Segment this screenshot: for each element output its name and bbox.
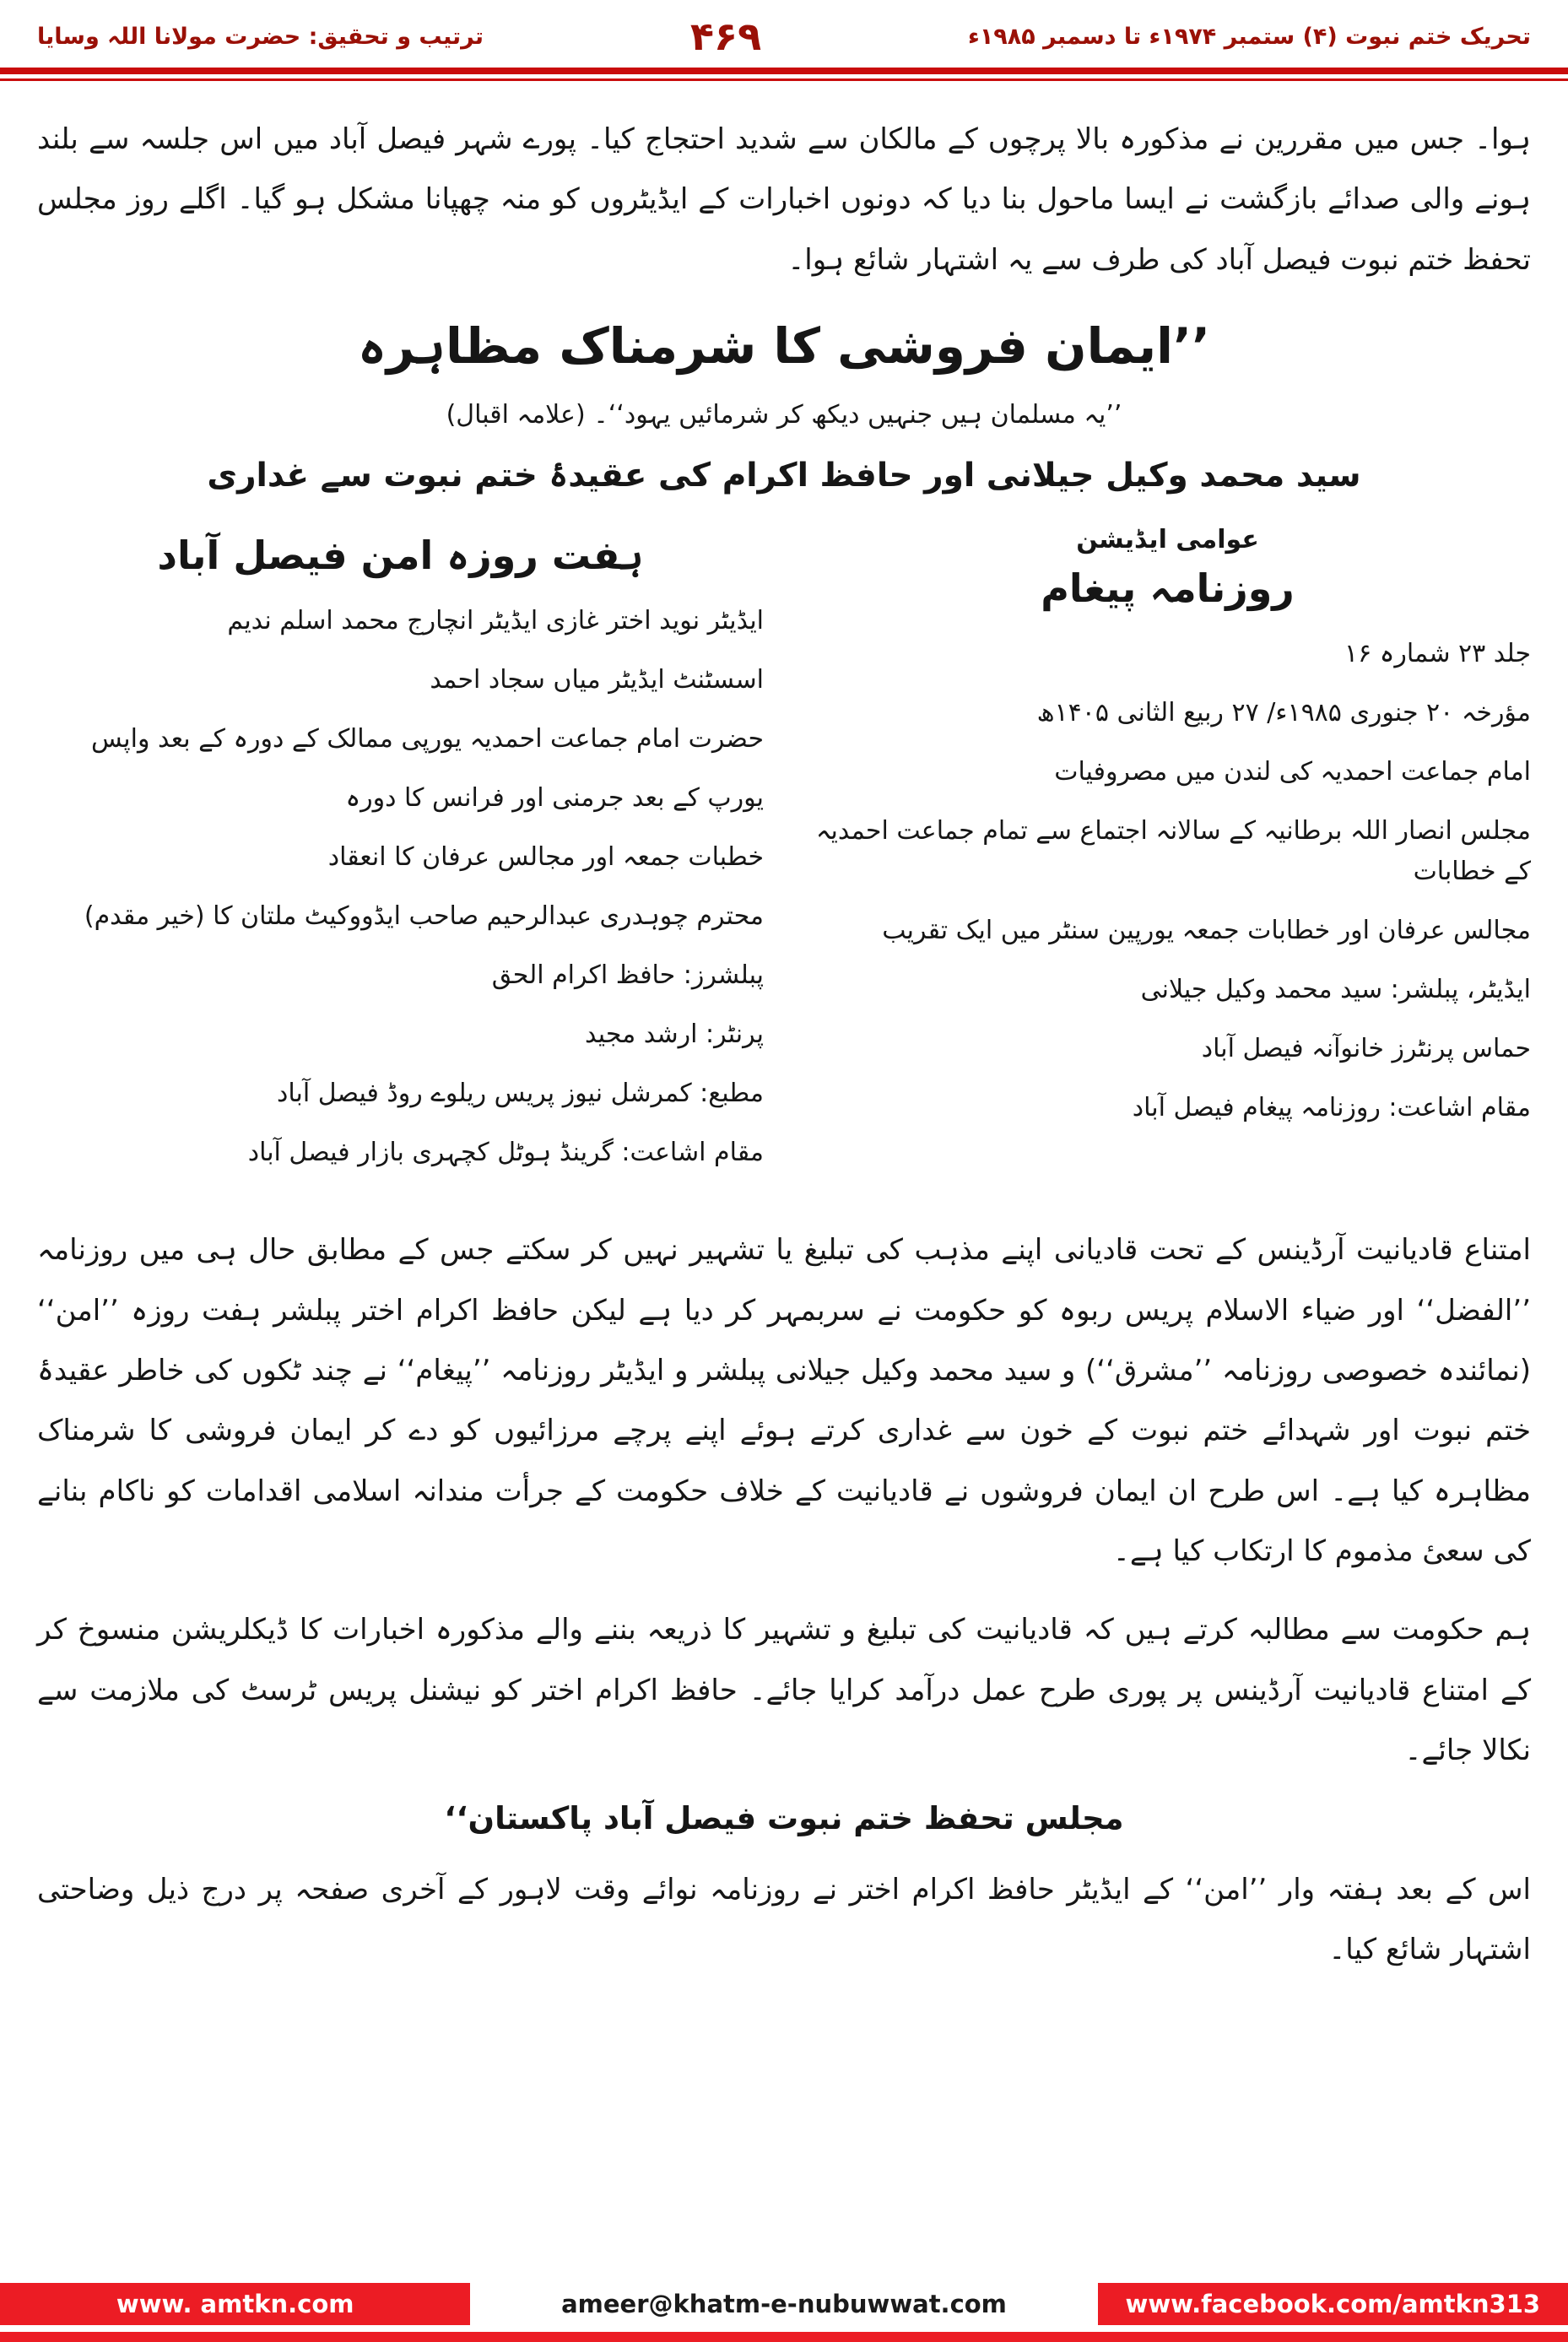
- right-column-title: روزنامہ پیغام: [1041, 565, 1295, 611]
- column-line: مطبع: کمرشل نیوز پریس ریلوے روڈ فیصل آباد: [277, 1079, 764, 1109]
- page-content: [0, 81, 1568, 1980]
- column-line: پبلشرز: حافظ اکرام الحق: [491, 960, 764, 991]
- column-line: حماس پرنٹرز خانوآنہ فیصل آباد: [1201, 1034, 1531, 1064]
- signature-line: مجلس تحفظ ختم نبوت فیصل آباد پاکستان‘‘: [444, 1799, 1124, 1836]
- newspaper-columns: [37, 525, 1531, 1192]
- left-column-aman: [37, 525, 764, 1192]
- closing-paragraph: اس کے بعد ہفتہ وار ’’امن‘‘ کے ایڈیٹر حافظ اکرام اختر نے روزنامہ نوائے وقت لاہور کے آخری صفحہ پر درج ذیل وضاحتی اشتہار شائع کیا۔: [37, 1872, 1531, 1967]
- column-line: جلد ۲۳ شمارہ ۱۶: [1344, 639, 1531, 669]
- sub-heading: سید محمد وکیل جیلانی اور حافظ اکرام کی عقیدۂ ختم نبوت سے غداری: [207, 457, 1361, 495]
- header-right-text: تحریک ختم نبوت (۴) ستمبر ۱۹۷۴ء تا دسمبر ۱۹۸۵ء: [968, 23, 1531, 50]
- header-left-text: ترتیب و تحقیق: حضرت مولانا اللہ وسایا: [37, 23, 484, 50]
- left-column-title: ہفت روزہ امن فیصل آباد: [157, 532, 644, 578]
- ordinance-paragraph: امتناع قادیانیت آرڈینس کے تحت قادیانی اپنے مذہب کی تبلیغ یا تشہیر نہیں کر سکتے جس کے مطابق حال ہی میں روزنامہ ’’الفضل‘‘ اور ضیاء الاسلام پریس ربوہ کو حکومت نے سربمہر کر دیا ہے لیکن حافظ اکرام اختر پبلشر ہفت روزہ ’’امن‘‘ (نمائندہ خصوصی روزنامہ ’’مشرق‘‘) و سید محمد وکیل جیلانی پبلشر و ایڈیٹر روزنامہ ’’پیغام‘‘ نے چند ٹکوں کی خاطر عقیدۂ ختم نبوت اور شہدائے ختم نبوت کے خون سے غداری کرتے ہوئے اپنے پرچے مرزائیوں کو دے کر ایمان فروشی کا شرمناک مظاہرہ کیا ہے۔ اس طرح ان ایمان فروشوں نے قادیانیت کے خلاف حکومت کے جرأت مندانہ اسلامی اقدامات کو ناکام بنانے کی سعیٔ مذموم کا ارتکاب کیا ہے۔: [37, 1233, 1532, 1569]
- column-line: مقام اشاعت: روزنامہ پیغام فیصل آباد: [1132, 1093, 1531, 1123]
- column-line: مجالس عرفان اور خطابات جمعہ یورپین سنٹر میں ایک تقریب: [882, 916, 1531, 946]
- column-line: مؤرخہ ۲۰ جنوری ۱۹۸۵ء/ ۲۷ ربیع الثانی ۱۴۰۵ھ: [1036, 698, 1531, 728]
- top-rule-thick: [0, 68, 1568, 74]
- column-line: مجلس انصار اللہ برطانیہ کے سالانہ اجتماع سے تمام جماعت احمدیہ کے خطابات: [815, 816, 1531, 887]
- column-line: محترم چوہدری عبدالرحیم صاحب ایڈووکیٹ ملتان کا (خیر مقدم): [84, 901, 764, 932]
- headline: ’’ایمان فروشی کا شرمناک مظاہرہ: [357, 317, 1211, 376]
- page-footer: [0, 2283, 1568, 2342]
- page-header: [0, 0, 1568, 66]
- column-line: پرنٹر: ارشد مجید: [585, 1020, 764, 1050]
- bottom-rule: [0, 2332, 1568, 2342]
- column-line: ایڈیٹر، پبلشر: سید محمد وکیل جیلانی: [1140, 975, 1531, 1005]
- column-line: خطبات جمعہ اور مجالس عرفان کا انعقاد: [327, 842, 764, 873]
- column-line: ایڈیٹر نوید اختر غازی ایڈیٹر انچارج محمد اسلم ندیم: [227, 606, 764, 636]
- column-line: اسسٹنٹ ایڈیٹر میاں سجاد احمد: [430, 665, 764, 695]
- intro-paragraph: ہوا۔ جس میں مقررین نے مذکورہ بالا پرچوں کے مالکان سے شدید احتجاج کیا۔ پورے شہر فیصل آباد میں اس جلسہ سے بلند ہونے والی صدائے بازگشت نے ایسا ماحول بنا دیا کہ دونوں اخبارات کے ایڈیٹروں کو منہ چھپانا مشکل ہو گیا۔ اگلے روز مجلس تحفظ ختم نبوت فیصل آباد کی طرف سے یہ اشتہار شائع ہوا۔: [37, 122, 1531, 277]
- column-line: امام جماعت احمدیہ کی لندن میں مصروفیات: [1054, 757, 1531, 787]
- footer-email-link[interactable]: ameer@khatm-e-nubuwwat.com: [470, 2283, 1097, 2325]
- column-line: حضرت امام جماعت احمدیہ یورپی ممالک کے دورہ کے بعد واپس: [91, 724, 764, 755]
- iqbal-quote-line: ’’یہ مسلمان ہیں جنہیں دیکھ کر شرمائیں یہود‘‘۔ (علامہ اقبال): [446, 400, 1122, 430]
- page-number: ۴۶۹: [689, 14, 762, 59]
- footer-website-link[interactable]: www. amtkn.com: [0, 2283, 470, 2325]
- demand-paragraph: ہم حکومت سے مطالبہ کرتے ہیں کہ قادیانیت کی تبلیغ و تشہیر کا ذریعہ بننے والے مذکورہ اخبارات کا ڈیکلریشن منسوخ کر کے امتناع قادیانیت آرڈینس پر پوری طرح عمل درآمد کرایا جائے۔ حافظ اکرام اختر کو نیشنل پریس ٹرسٹ کی ملازمت سے نکالا جائے۔: [37, 1613, 1531, 1768]
- footer-bar: [0, 2283, 1568, 2325]
- column-line: مقام اشاعت: گرینڈ ہوٹل کچہری بازار فیصل آباد: [247, 1138, 764, 1168]
- footer-facebook-link[interactable]: www.facebook.com/amtkn313: [1098, 2283, 1568, 2325]
- column-line: یورپ کے بعد جرمنی اور فرانس کا دورہ: [345, 783, 764, 814]
- edition-label: عوامی ایڈیشن: [1076, 524, 1259, 554]
- right-column-paigham: [804, 525, 1531, 1192]
